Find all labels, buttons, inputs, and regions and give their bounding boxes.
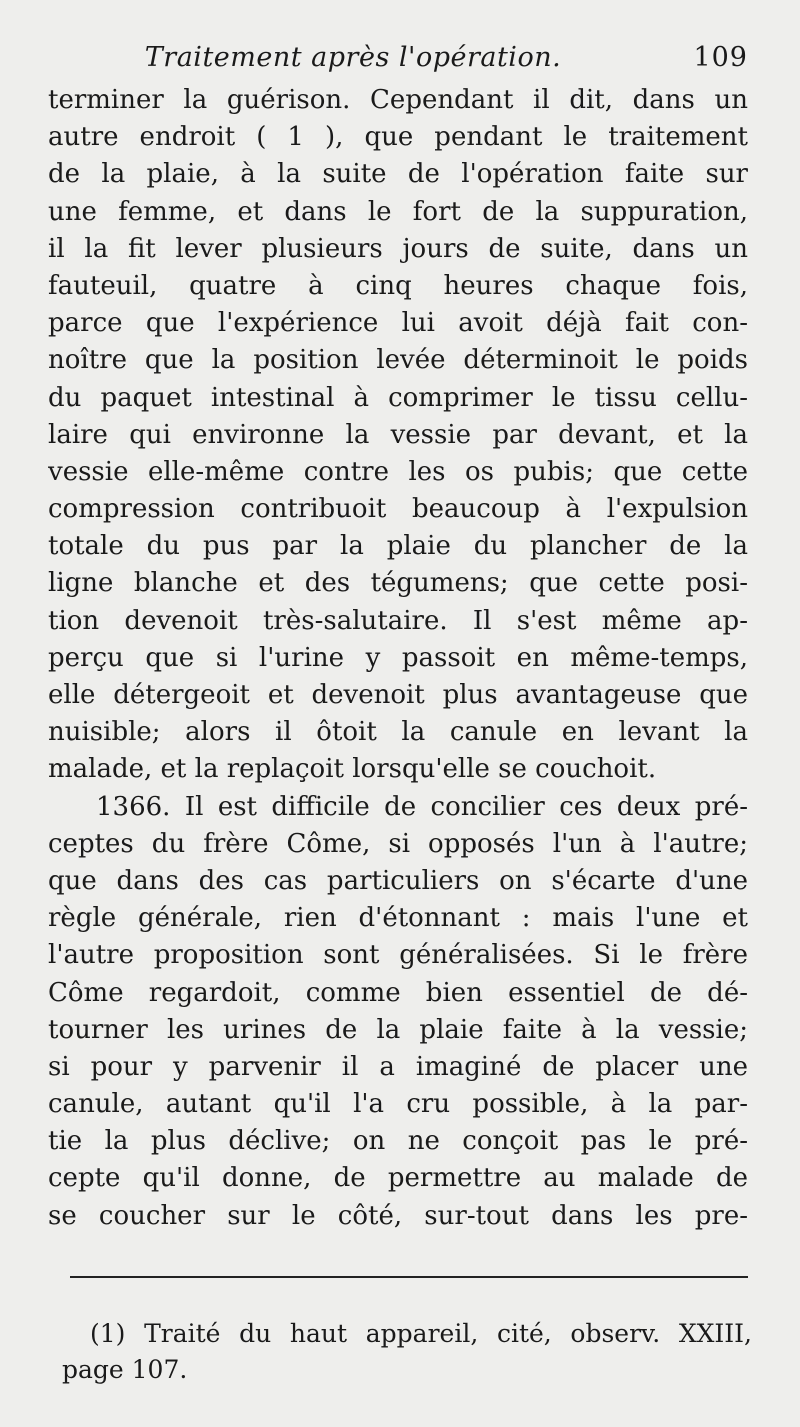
text-line: tion devenoit très-salutaire. Il s'est même ap- — [48, 605, 748, 636]
page-number: 109 — [693, 42, 748, 73]
text-line: vessie elle-même contre les os pubis; que cette — [48, 456, 748, 487]
text-line: tourner les urines de la plaie faite à la vessie; — [48, 1014, 748, 1045]
text-line: compression contribuoit beaucoup à l'expulsion — [48, 494, 748, 525]
footnote-divider — [70, 1276, 748, 1278]
text-line: règle générale, rien d'étonnant : mais l'une et — [48, 903, 748, 934]
text-line: si pour y parvenir il a imaginé de placer une — [48, 1051, 748, 1082]
text-line: terminer la guérison. Cependant il dit, dans un — [48, 85, 748, 115]
body-text — [48, 82, 748, 1235]
text-line: que dans des cas particuliers on s'écarte d'une — [48, 865, 748, 896]
footnote-line: (1) Traité du haut appareil, cité, observ. XXIII, — [90, 1319, 752, 1348]
text-line: malade, et la replaçoit lorsqu'elle se couchoit. — [48, 754, 657, 785]
text-line: parce que l'expérience lui avoit déjà fait con- — [48, 308, 748, 339]
text-line: Côme regardoit, comme bien essentiel de dé- — [48, 977, 748, 1008]
text-line: une femme, et dans le fort de la suppuration, — [48, 196, 748, 227]
footnote-line: page 107. — [62, 1355, 188, 1384]
text-line: tie la plus déclive; on ne conçoit pas le pré- — [48, 1126, 748, 1157]
text-line: perçu que si l'urine y passoit en même-temps, — [48, 642, 748, 673]
text-line: fauteuil, quatre à cinq heures chaque fois, — [48, 270, 748, 301]
text-line: canule, autant qu'il l'a cru possible, à la par- — [48, 1089, 748, 1120]
text-line: cepte qu'il donne, de permettre au malade de — [48, 1163, 748, 1194]
text-line: du paquet intestinal à comprimer le tissu cellu- — [48, 382, 748, 413]
text-line: ceptes du frère Côme, si opposés l'un à l'autre; — [48, 828, 748, 859]
text-line: noître que la position levée déterminoit le poids — [48, 345, 748, 376]
running-title: Traitement après l'opération. — [144, 42, 562, 73]
page-header — [48, 36, 748, 86]
text-line: l'autre proposition sont généralisées. Si le frère — [48, 940, 748, 971]
text-line: totale du pus par la plaie du plancher de la — [48, 531, 748, 562]
text-line: laire qui environne la vessie par devant, et la — [48, 419, 748, 450]
text-line: de la plaie, à la suite de l'opération faite sur — [48, 159, 748, 190]
text-line: nuisible; alors il ôtoit la canule en levant la — [48, 717, 748, 748]
footnote — [62, 1316, 752, 1388]
text-line: elle détergeoit et devenoit plus avantageuse que — [48, 680, 748, 710]
text-line: se coucher sur le côté, sur-tout dans les pre- — [48, 1200, 748, 1231]
paragraph-start-line: 1366. Il est difficile de concilier ces deux pré- — [96, 791, 748, 822]
text-line: il la fit lever plusieurs jours de suite, dans un — [48, 233, 748, 264]
text-line: autre endroit ( 1 ), que pendant le traitement — [48, 122, 748, 153]
text-line: ligne blanche et des tégumens; que cette posi- — [48, 568, 748, 599]
